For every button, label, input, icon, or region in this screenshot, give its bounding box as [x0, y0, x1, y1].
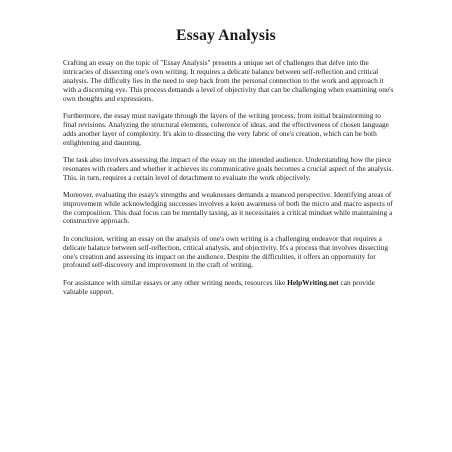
- paragraph-conclusion: In conclusion, writing an essay on the analysis of one's own writing is a challenging endeavor that requires a delicate balance between self-reflection, critical analysis, and objectivity. It's a process that involves dissecting one's creation and assessing its impact on the audience. Despite the difficulties, it offers an opportunity for profound self-discovery and improvement in the craft of writing.: [63, 233, 389, 270]
- helpwriting-link[interactable]: HelpWriting.net: [287, 277, 339, 287]
- closing-prefix: For assistance with similar essays or any other writing needs, resources like: [63, 277, 288, 287]
- document-body: [63, 59, 395, 305]
- paragraph-audience-impact: The task also involves assessing the impact of the essay on the intended audience. Understanding how the piece resonates with readers and whether it achieves its communicative goals becomes a crucial aspect of the analysis. This, in turn, requires a certain level of detachment to evaluate the work objectively.: [63, 154, 394, 182]
- closing-suffix: can provide valuable support.: [63, 277, 375, 296]
- paragraph-intro: Crafting an essay on the topic of "Essay Analysis" presents a unique set of challenges that delve into the intricacies of dissecting one's own writing. It requires a delicate balance between self-reflection and critical analysis. The difficulty lies in the need to step back from the personal connection to the work and approach it with a discerning eye. This process demands a level of objectivity that can be challenging when examining one's own thoughts and expressions.: [63, 58, 394, 103]
- paragraph-closing: [63, 279, 395, 297]
- document-title: Essay Analysis: [176, 27, 276, 44]
- paragraph-strengths-weaknesses: Moreover, evaluating the essay's strengths and weaknesses demands a nuanced perspective. Identifying areas of improvement while acknowledging successes involves a keen awareness of both the micro and macro aspects of the composition. This dual focus can be mentally taxing, as it necessitates a critical mindset while maintaining a constructive approach.: [63, 189, 393, 226]
- paragraph-writing-process: Furthermore, the essay must navigate through the layers of the writing process, from initial brainstorming to final revisions. Analyzing the structural elements, coherence of ideas, and the effectiveness of chosen language adds another layer of complexity. It's akin to dissecting the very fabric of one's creation, which can be both enlightening and daunting.: [63, 110, 389, 147]
